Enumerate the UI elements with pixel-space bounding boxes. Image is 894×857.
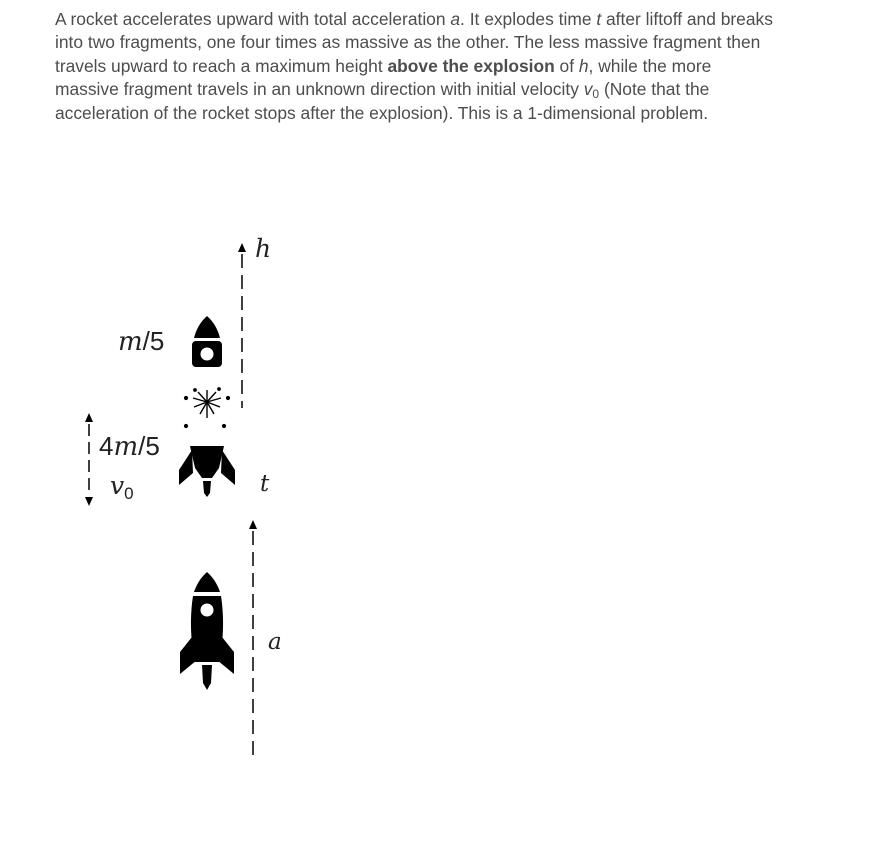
large-mass-coefficient: 4	[99, 431, 114, 461]
velocity-subscript: 0	[592, 87, 600, 102]
large-mass-symbol: m	[113, 432, 139, 462]
explosion-icon	[185, 388, 230, 428]
initial-velocity-label	[110, 471, 134, 503]
initial-velocity-symbol: v	[110, 471, 125, 500]
time-label: t	[260, 471, 270, 497]
velocity-symbol: v	[583, 79, 593, 100]
problem-text-6: (Note that the acceleration of the rocket stops after the explosion). This is a 1-dimensional problem.	[55, 79, 710, 123]
problem-text-5: , while the more massive fragment travels in an unknown direction with initial velocity	[55, 55, 712, 100]
rocket-icon	[180, 572, 234, 690]
large-mass-label	[99, 431, 160, 462]
problem-text-4: of	[554, 55, 579, 76]
small-fragment-icon	[192, 316, 222, 367]
svg-text:v0	[110, 471, 134, 503]
small-mass-fraction: /5	[142, 326, 165, 356]
velocity-double-arrow	[85, 413, 93, 506]
small-mass-symbol: m	[118, 327, 143, 357]
acceleration-axis	[249, 520, 257, 760]
large-fragment-icon	[179, 446, 235, 497]
large-mass-fraction: /5	[138, 431, 160, 461]
acceleration-label: a	[268, 629, 282, 655]
small-mass-label	[118, 326, 164, 357]
acceleration-symbol: a	[450, 9, 461, 29]
problem-text-3: after liftoff and breaks into two fragments, one four times as massive as the other. The less massive fragment then travels upward to reach a maximum height	[55, 9, 773, 76]
svg-text:m/5	[118, 326, 164, 357]
emphasis-above-explosion: above the explosion	[387, 55, 555, 76]
time-symbol: t	[596, 9, 602, 29]
initial-velocity-subscript: 0	[124, 484, 134, 503]
height-label: h	[255, 234, 272, 263]
problem-text-2: . It explodes time	[460, 9, 597, 29]
problem-text-1: A rocket accelerates upward with total acceleration	[55, 9, 451, 29]
svg-text:4m/5	[99, 431, 160, 462]
height-axis	[238, 243, 246, 408]
height-symbol: h	[578, 55, 589, 76]
